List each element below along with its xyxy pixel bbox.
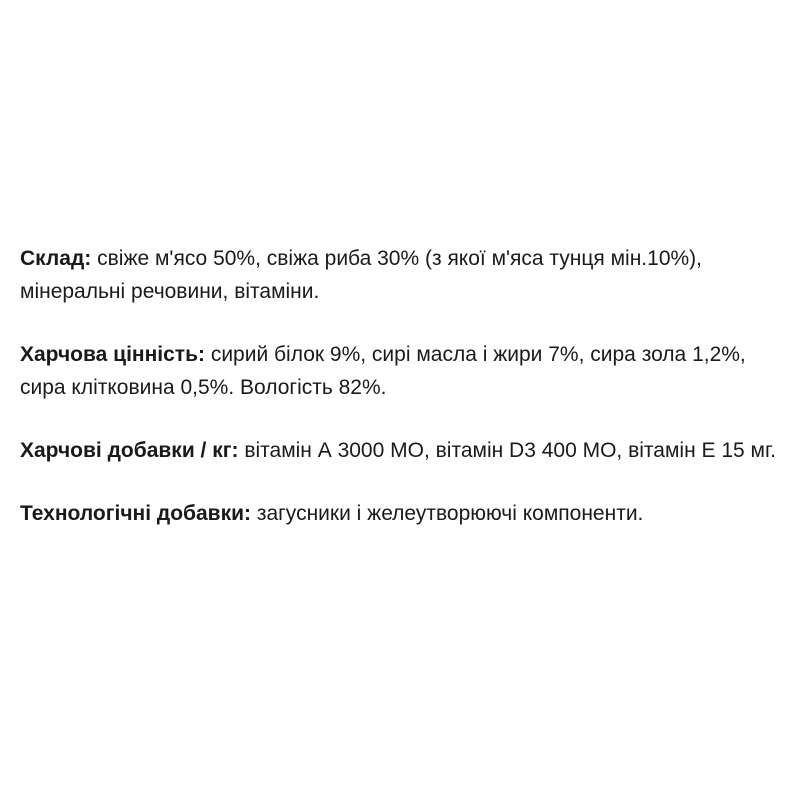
composition-paragraph <box>20 242 790 308</box>
nutritional-value-text: сирий білок 9%, сирі масла і жири 7%, сира зола 1,2%, сира клітковина 0,5%. Вологість 82%. <box>20 343 746 399</box>
composition-label: Склад: <box>20 247 92 270</box>
technological-additives-text: загусники і желеутворюючі компоненти. <box>251 502 644 525</box>
technological-additives-label: Технологічні добавки: <box>20 502 251 525</box>
nutritional-value-label: Харчова цінність: <box>20 343 205 366</box>
nutritional-additives-paragraph <box>20 434 790 467</box>
nutritional-additives-text: вітамін А 3000 МО, вітамін D3 400 МО, вітамін Е 15 мг. <box>238 439 776 462</box>
composition-text: свіже м'ясо 50%, свіжа риба 30% (з якої м'яса тунця мін.10%), мінеральні речовини, вітаміни. <box>20 247 702 303</box>
technological-additives-paragraph <box>20 497 790 530</box>
nutritional-value-paragraph <box>20 338 790 404</box>
product-composition <box>20 242 790 560</box>
nutritional-additives-label: Харчові добавки / кг: <box>20 439 239 462</box>
